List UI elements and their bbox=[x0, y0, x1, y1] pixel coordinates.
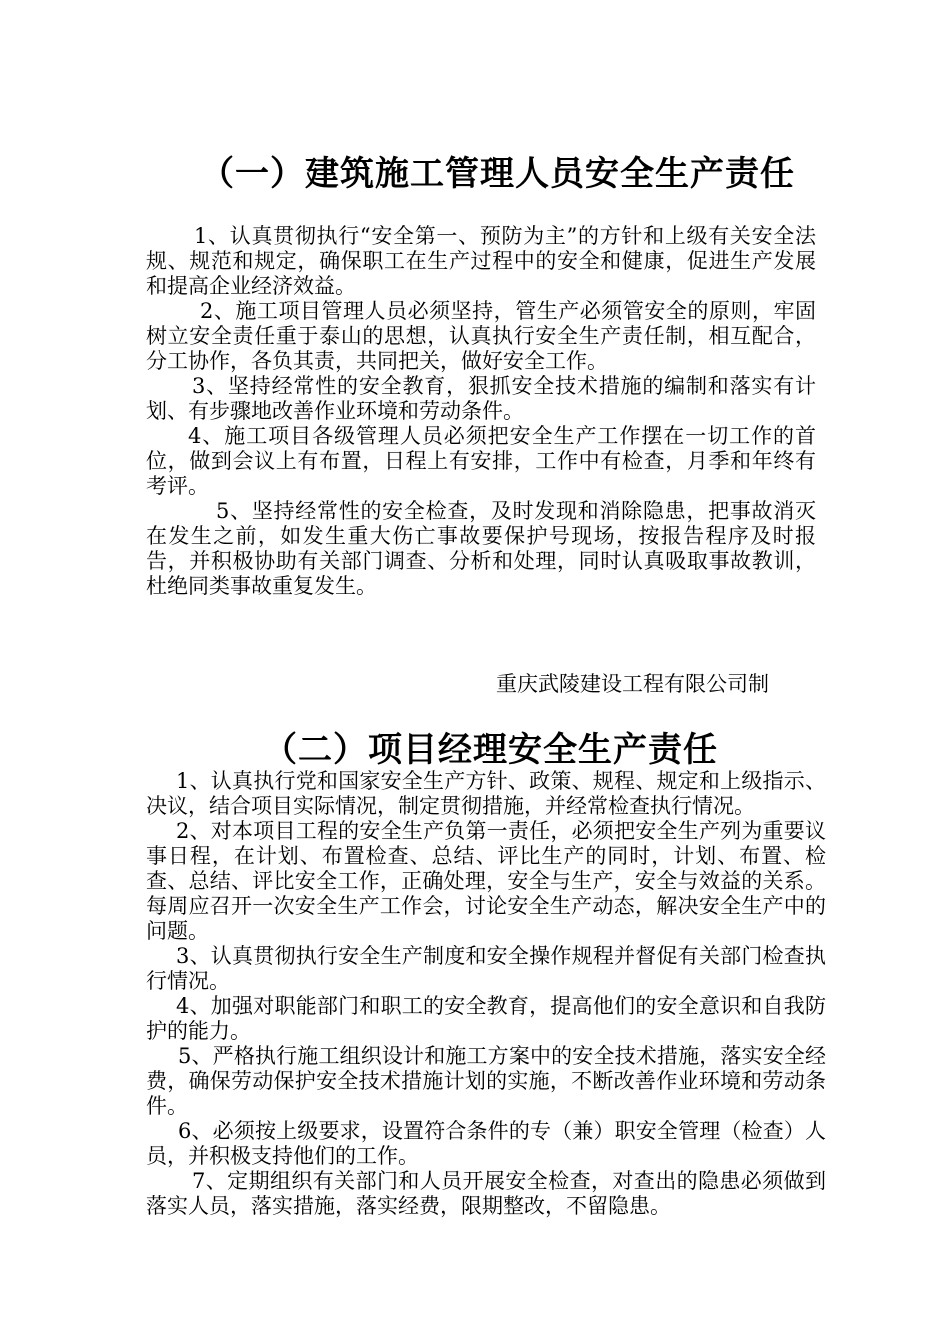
section-1-body bbox=[146, 224, 816, 599]
section-1-paragraph-4: 4、施工项目各级管理人员必须把安全生产工作摆在一切工作的首位，做到会议上有布置，日程上有安排，工作中有检查，月季和年终有考评。 bbox=[146, 424, 816, 498]
section-2-paragraph-7: 7、定期组织有关部门和人员开展安全检查，对查出的隐患必须做到落实人员，落实措施，落实经费，限期整改，不留隐患。 bbox=[146, 1169, 826, 1218]
section-2-paragraph-2: 2、对本项目工程的安全生产负第一责任，必须把安全生产列为重要议事日程，在计划、布置检查、总结、评比生产的同时，计划、布置、检查、总结、评比安全工作，正确处理，安全与生产，安全与效益的关系。每周应召开一次安全生产工作会，讨论安全生产动态，解决安全生产中的问题。 bbox=[146, 819, 826, 943]
section-1-paragraph-2: 2、施工项目管理人员必须坚持，管生产必须管安全的原则，牢固树立安全责任重于泰山的思想，认真执行安全生产责任制，相互配合，分工协作，各负其责，共同把关，做好安全工作。 bbox=[146, 299, 816, 373]
company-signature: 重庆武陵建设工程有限公司制 bbox=[496, 672, 769, 696]
section-2-paragraph-4: 4、加强对职能部门和职工的安全教育，提高他们的安全意识和自我防护的能力。 bbox=[146, 994, 826, 1043]
section-2-paragraph-6: 6、必须按上级要求，设置符合条件的专（兼）职安全管理（检查）人员，并积极支持他们的工作。 bbox=[146, 1119, 826, 1168]
section-2-paragraph-5: 5、严格执行施工组织设计和施工方案中的安全技术措施，落实安全经费，确保劳动保护安全技术措施计划的实施，不断改善作业环境和劳动条件。 bbox=[146, 1044, 826, 1118]
section-1-paragraph-5: 5、坚持经常性的安全检查，及时发现和消除隐患，把事故消灭在发生之前，如发生重大伤亡事故要保护号现场，按报告程序及时报告，并积极协助有关部门调查、分析和处理，同时认真吸取事故教训，杜绝同类事故重复发生。 bbox=[146, 499, 816, 598]
section-2-paragraph-3: 3、认真贯彻执行安全生产制度和安全操作规程并督促有关部门检查执行情况。 bbox=[146, 944, 826, 993]
section-2-title: （二）项目经理安全生产责任 bbox=[263, 730, 718, 770]
section-1-paragraph-3: 3、坚持经常性的安全教育，狠抓安全技术措施的编制和落实有计划、有步骤地改善作业环境和劳动条件。 bbox=[146, 374, 816, 423]
section-1-paragraph-1: 1、认真贯彻执行“安全第一、预防为主”的方针和上级有关安全法规、规范和规定，确保职工在生产过程中的安全和健康，促进生产发展和提高企业经济效益。 bbox=[146, 224, 816, 298]
section-2-body bbox=[146, 769, 826, 1219]
section-2-paragraph-1: 1、认真执行党和国家安全生产方针、政策、规程、规定和上级指示、决议，结合项目实际情况，制定贯彻措施，并经常检查执行情况。 bbox=[146, 769, 826, 818]
section-1-title: （一）建筑施工管理人员安全生产责任 bbox=[200, 154, 795, 194]
